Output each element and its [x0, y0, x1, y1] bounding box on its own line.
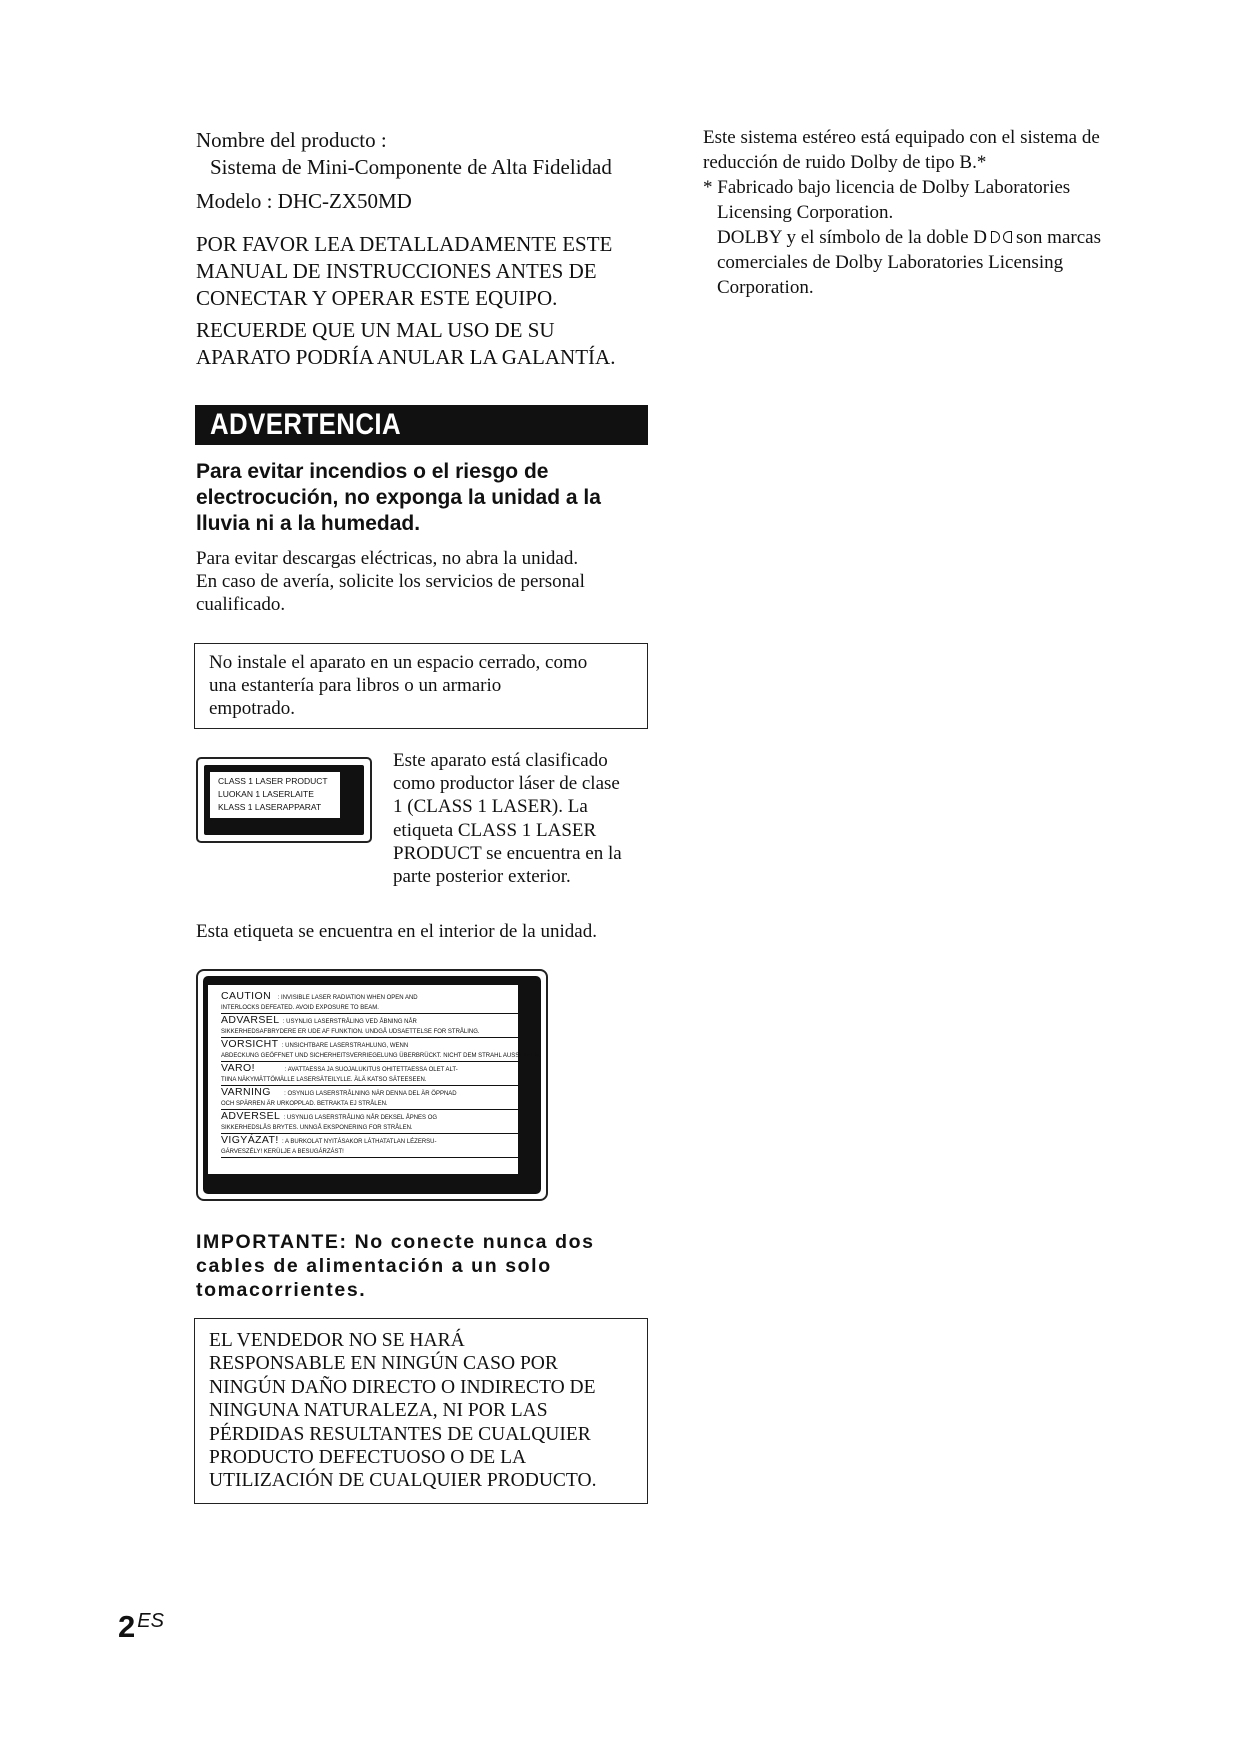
- box-line: UTILIZACIÓN DE CUALQUIER PRODUCTO.: [209, 1470, 597, 1492]
- caution-cont: OCH SPÄRREN ÄR URKOPPLAD. BETRAKTA EJ STRÅLEN.: [221, 1100, 518, 1110]
- box-line: EL VENDEDOR NO SE HARÁ: [209, 1330, 465, 1351]
- dolby-intro: [703, 125, 1100, 175]
- class1-laser-label-image: [196, 757, 372, 843]
- text-line: Este sistema estéreo está equipado con el sistema de: [703, 127, 1100, 148]
- label-line: KLASS 1 LASERAPPARAT: [218, 802, 322, 812]
- caution-cont: ABDECKUNG GEÖFFNET UND SICHERHEITSVERRIEGELUNG ÜBERBRÜCKT. NICHT DEM STRAHL AUSSETZEN.: [221, 1052, 518, 1062]
- dealer-disclaimer-box: [194, 1318, 648, 1504]
- label-line: CLASS 1 LASER PRODUCT: [218, 776, 328, 786]
- text-line: Corporation.: [717, 277, 814, 298]
- caution-head: CAUTION: [221, 990, 272, 1002]
- caution-head: VARO!: [221, 1062, 255, 1074]
- notice-line: APARATO PODRÍA ANULAR LA GALANTÍA.: [196, 345, 616, 369]
- box-line: empotrado.: [209, 698, 296, 719]
- notice-line: RECUERDE QUE UN MAL USO DE SU: [196, 318, 555, 342]
- important-heading: [196, 1230, 595, 1302]
- box-line: No instale el aparato en un espacio cerrado, como: [209, 652, 588, 673]
- model-number: Modelo : DHC-ZX50MD: [196, 189, 412, 213]
- caution-cont: GÁRVESZÉLY! KERÜLJE A BESUGÁRZÁST!: [221, 1148, 518, 1158]
- text-line: reducción de ruido Dolby de tipo B.*: [703, 152, 987, 173]
- body-line: cualificado.: [196, 594, 286, 615]
- caution-row: [221, 1015, 518, 1038]
- heading-line: electrocución, no exponga la unidad a la: [196, 486, 601, 509]
- notice-line: POR FAVOR LEA DETALLADAMENTE ESTE: [196, 232, 613, 256]
- caution-head: VORSICHT: [221, 1038, 279, 1050]
- caution-row: [221, 991, 518, 1014]
- text-line: Licensing Corporation.: [717, 202, 894, 223]
- warranty-notice: [196, 317, 615, 371]
- page-number-value: 2: [118, 1609, 136, 1644]
- warning-body: [196, 547, 585, 616]
- heading-line: Para evitar incendios o el riesgo de: [196, 460, 549, 483]
- text-fragment: DOLBY y el símbolo de la doble D: [717, 227, 988, 248]
- page-language-suffix: ES: [137, 1610, 164, 1632]
- body-line: Para evitar descargas eléctricas, no abra la unidad.: [196, 548, 579, 569]
- caution-row: [221, 1063, 518, 1086]
- warning-title-bar: [195, 405, 648, 445]
- caution-desc: : USYNLIG LASERSTRÅLING NÅR DEKSEL ÅPNES OG: [283, 1115, 438, 1121]
- caution-row: [221, 1135, 518, 1158]
- caution-head: VARNING: [221, 1086, 271, 1098]
- caution-desc: : UNSICHTBARE LASERSTRAHLUNG, WENN: [281, 1043, 409, 1049]
- caution-desc: : OSYNLIG LASERSTRÅLNING NÄR DENNA DEL ÄR ÖPPNAD: [284, 1091, 457, 1097]
- caution-desc: : AVATTAESSA JA SUOJALUKITUS OHITETTAESSA OLET ALT-: [284, 1067, 458, 1073]
- heading-line: IMPORTANTE: No conecte nunca dos: [196, 1231, 595, 1253]
- caution-head: ADVARSEL: [221, 1014, 280, 1026]
- caution-row: [221, 1038, 541, 1062]
- dolby-double-d-icon: [991, 231, 1014, 245]
- dolby-license: [703, 175, 1101, 300]
- caution-cont: INTERLOCKS DEFEATED. AVOID EXPOSURE TO BEAM.: [221, 1004, 518, 1014]
- product-name-label: Nombre del producto :: [196, 128, 387, 152]
- caution-cont: SIKKERHEDSAFBRYDERE ER UDE AF FUNKTION. UNDGÅ UDSAETTELSE FOR STRÅLING.: [221, 1028, 518, 1038]
- installation-warning-box: [194, 643, 648, 729]
- installation-warning-text: [209, 651, 587, 720]
- trademark-line: [703, 225, 1101, 250]
- body-line: En caso de avería, solicite los servicios de personal: [196, 571, 585, 592]
- caution-label-plate: [208, 985, 541, 1174]
- caution-cont: SIKKERHEDSLÅS BRYTES. UNNGÅ EKSPONERING FOR STRÅLEN.: [221, 1124, 518, 1134]
- label-plate: [210, 772, 340, 818]
- box-line: RESPONSABLE EN NINGÚN CASO POR: [209, 1353, 558, 1375]
- caution-row: [221, 1087, 518, 1110]
- text-line: 1 (CLASS 1 LASER). La: [393, 796, 588, 818]
- warning-heading: [196, 459, 601, 537]
- notice-line: MANUAL DE INSTRUCCIONES ANTES DE: [196, 259, 597, 283]
- text-line: parte posterior exterior.: [393, 866, 571, 888]
- caution-desc: : INVISIBLE LASER RADIATION WHEN OPEN AND: [277, 995, 418, 1001]
- box-line: PRODUCTO DEFECTUOSO O DE LA: [209, 1447, 527, 1469]
- text-line: PRODUCT se encuentra en la: [393, 842, 622, 864]
- caution-desc: : A BURKOLAT NYITÁSAKOR LÁTHATATLAN LÉZERSU-: [282, 1139, 437, 1145]
- laser-class-text: [393, 749, 622, 888]
- notice-line: CONECTAR Y OPERAR ESTE EQUIPO.: [196, 286, 558, 310]
- caution-head: VIGYÁZAT!: [221, 1134, 279, 1146]
- text-fragment: son marcas: [1016, 227, 1101, 248]
- box-line: NINGÚN DAÑO DIRECTO O INDIRECTO DE: [209, 1376, 596, 1398]
- caution-desc: : USYNLIG LASERSTRÅLING VED ÅBNING NÅR: [282, 1019, 417, 1025]
- caution-head: ADVERSEL: [221, 1110, 281, 1122]
- heading-line: lluvia ni a la humedad.: [196, 512, 421, 535]
- page-number: [118, 1609, 164, 1645]
- text-line: etiqueta CLASS 1 LASER: [393, 819, 597, 841]
- caution-label-image: [196, 969, 548, 1201]
- text-line: como productor láser de clase: [393, 773, 620, 795]
- text-line: Este aparato está clasificado: [393, 750, 608, 771]
- heading-line: tomacorrientes.: [196, 1279, 367, 1301]
- read-manual-notice: [196, 231, 612, 312]
- dealer-disclaimer-text: [209, 1329, 596, 1493]
- heading-line: cables de alimentación a un solo: [196, 1255, 552, 1277]
- inside-label-note: Esta etiqueta se encuentra en el interior de la unidad.: [196, 921, 597, 942]
- product-name: Sistema de Mini-Componente de Alta Fidelidad: [210, 155, 612, 179]
- box-line: PÉRDIDAS RESULTANTES DE CUALQUIER: [209, 1423, 591, 1445]
- box-line: una estantería para libros o un armario: [209, 675, 502, 696]
- warning-title: ADVERTENCIA: [210, 408, 402, 441]
- label-line: LUOKAN 1 LASERLAITE: [218, 789, 314, 799]
- text-line: * Fabricado bajo licencia de Dolby Laboratories: [703, 177, 1071, 198]
- caution-cont: TIINA NÄKYMÄTTÖMÄLLE LASERSÄTEILYLLE. ÄLÄ KATSO SÄTEESEEN.: [221, 1076, 518, 1086]
- caution-row: [221, 1111, 518, 1134]
- text-line: comerciales de Dolby Laboratories Licensing: [717, 252, 1064, 273]
- box-line: NINGUNA NATURALEZA, NI POR LAS: [209, 1400, 548, 1422]
